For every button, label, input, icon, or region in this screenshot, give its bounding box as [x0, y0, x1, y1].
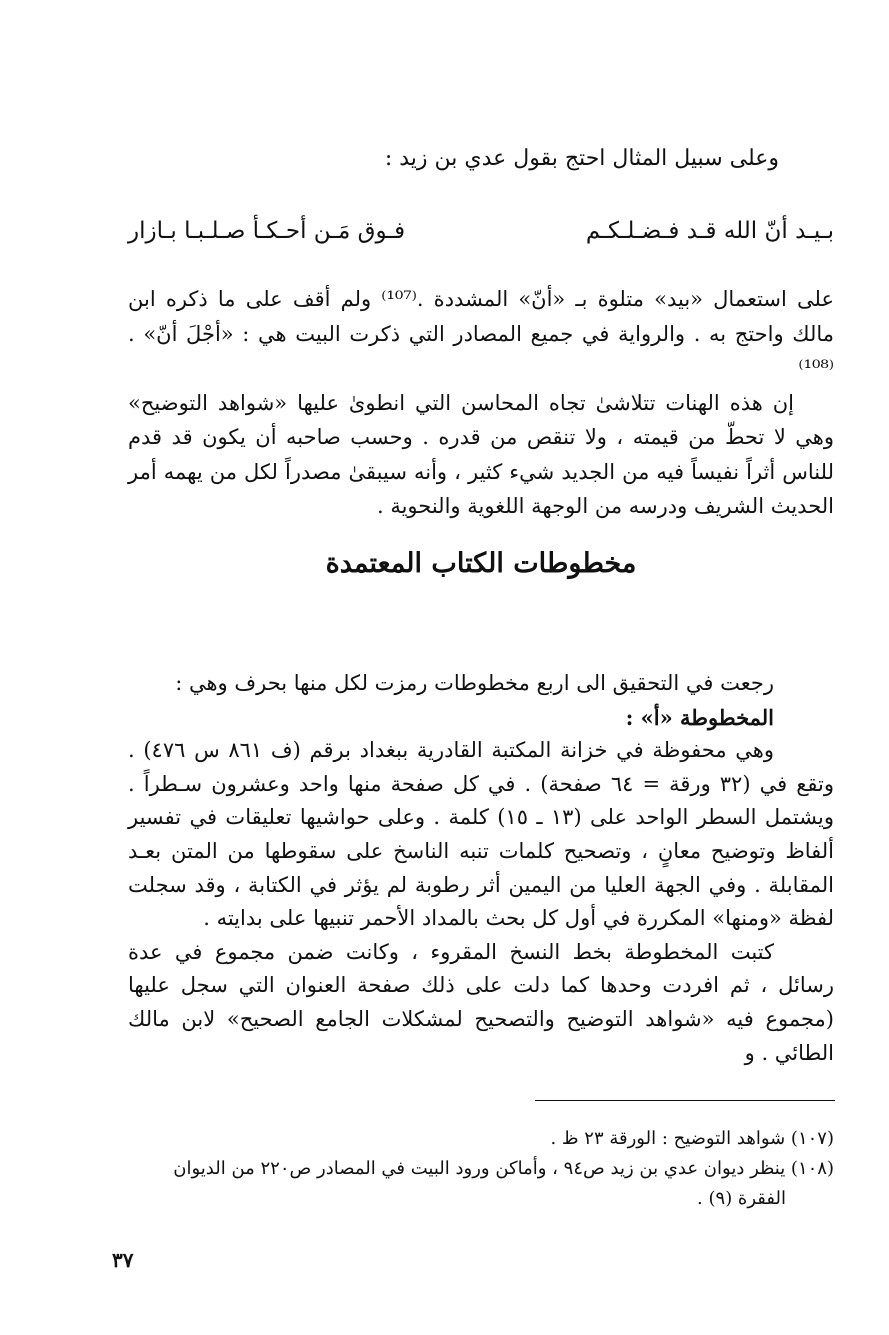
section-heading: مخطوطات الكتاب المعتمدة	[325, 548, 637, 579]
manuscript-a-script: كتبت المخطوطة بخط النسخ المقروء ، وكانت ضمن مجموع في عدة رسائل ، ثم افردت وحدها كما دلت على ذلك صفحة العنوان التي سجل عليها (مجموع فيه «شواهد التوضيح والتصحيح لمشكلات الجامع الصحيح» لابن مالك الطائي . و	[128, 939, 834, 1065]
verse-first-hemistich: بـيـد أنّ الله قـد فـضـلـكـم	[585, 218, 834, 244]
footnote-108-continuation: الفقرة (٩) .	[697, 1188, 786, 1209]
page-number: ٣٧	[112, 1248, 134, 1272]
footnote-108: (١٠٨) ينظر ديوان عدي بن زيد ص٩٤ ، وأماكن ورود البيت في المصادر ص٢٢٠ من الديوان	[173, 1158, 834, 1179]
section-intro: رجعت في التحقيق الى اربع مخطوطات رمزت لكل منها بحرف وهي :	[175, 671, 774, 695]
manuscripts-section	[128, 667, 834, 1070]
manuscript-a-description: وهي محفوظة في خزانة المكتبة القادرية ببغداد برقم (ف ٨٦١ س ٤٧٦) . وتقع في (٣٢ ورقة = ٦٤ صفحة) . في كل صفحة منها واحد وعشرون سـطراً . ويشتمل السطر الواحد على (١٣ ـ ١٥) كلمة . وعلى حواشيها تعليقات في تفسير ألفاظ وتوضيح معانٍ ، وتصحيح كلمات تنبه الناسخ على سقوطها من المتن بعـد المقابلة . وفي الجهة العليا من اليمين أثر رطوبة لم يؤثر في الكتابة ، وقد سجلت لفظة «ومنها» المكررة في أول كل بحث بالمداد الأحمر تنبيها على بدايته .	[128, 738, 835, 931]
commentary-paragraph	[128, 282, 834, 524]
commentary-text-2: إن هذه الهنات تتلاشىٰ تجاه المحاسن التي انطوىٰ عليها «شواهد التوضيح» وهي لا تحطّ من قيمته ، ولا تنقص من قدره . وحسب صاحبه أن يكون قد قدم للناس أثراً نفيساً فيه من الجديد شيء كثير ، وأنه سيبقىٰ مصدراً لكل من يهمه أمر الحديث الشريف ودرسه من الوجهة اللغوية والنحوية .	[128, 390, 834, 518]
manuscript-a-subheading: المخطوطة «أ» :	[625, 704, 774, 730]
footnote-divider	[535, 1100, 835, 1101]
intro-line: وعلى سبيل المثال احتج بقول عدي بن زيد :	[384, 146, 779, 171]
commentary-text-1: على استعمال «بيد» متلوة بـ «أنّ» المشددة .⁽¹⁰⁷⁾ ولم أقف على ما ذكره ابن مالك واحتج به . والرواية في جميع المصادر التي ذكرت البيت هي : «أجْلَ أنّ» .⁽¹⁰⁸⁾	[128, 287, 834, 380]
footnote-107: (١٠٧) شواهد التوضيح : الورقة ٢٣ ظ .	[550, 1128, 834, 1149]
poetry-verse	[128, 206, 834, 256]
verse-second-hemistich: فـوق مَـن أحـكـأ صـلـبـا بـازار	[128, 218, 406, 244]
footnotes	[128, 1124, 834, 1214]
